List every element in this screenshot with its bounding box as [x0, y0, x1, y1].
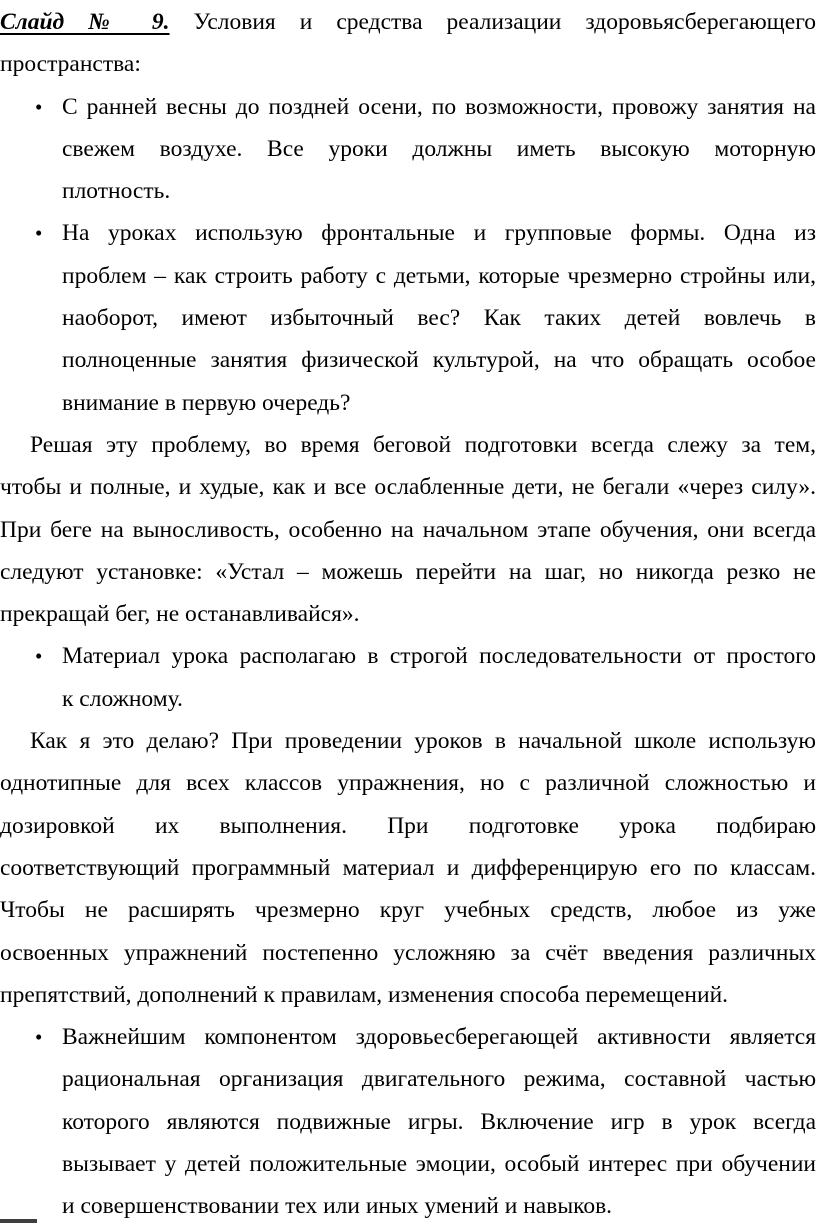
text-line: Чтобы не расширять чрезмерно круг учебных средств, любое из уже: [0, 897, 816, 924]
text-line: соответствующий программный материал и дифференцирую его по классам.: [0, 854, 816, 881]
text-line: С ранней весны до поздней осени, по возможности, провожу занятия на: [62, 93, 816, 120]
text-line: и совершенствовании тех или иных умений и навыков.: [62, 1193, 613, 1220]
text-line: Важнейшим компонентом здоровьесберегающей активности является: [62, 1024, 816, 1051]
text-line: препятствий, дополнений к правилам, изменения способа перемещений.: [0, 981, 729, 1008]
bullet-item: [0, 86, 816, 213]
text-line: наоборот, имеют избыточный вес? Как таких детей вовлечь в: [62, 305, 816, 332]
bullet-item: [0, 635, 816, 720]
text-line: [0, 1, 816, 43]
bullet-item: [0, 1016, 816, 1224]
text-line: дозировкой их выполнения. При подготовке урока подбираю: [0, 812, 816, 839]
bullet-icon: •: [35, 1025, 43, 1050]
text-line: На уроках использую фронтальные и групповые формы. Одна из: [62, 220, 816, 247]
text-line: прекращай бег, не останавливайся».: [0, 601, 360, 628]
text-line: рациональная организация двигательного режима, составной частью: [62, 1066, 816, 1093]
text-line: чтобы и полные, и худые, как и все ослабленные дети, не бегали «через силу».: [0, 474, 816, 501]
text-line: которого являются подвижные игры. Включение игр в урок всегда: [62, 1108, 816, 1135]
text-line: вызывает у детей положительные эмоции, особый интерес при обучении: [62, 1151, 816, 1178]
text-line: При беге на выносливость, особенно на начальном этапе обучения, они всегда: [0, 516, 816, 543]
body-paragraph: [0, 424, 816, 635]
text-line: полноценные занятия физической культурой, на что обращать особое: [62, 347, 816, 374]
bullet-icon: •: [35, 644, 43, 669]
text-line: Как я это делаю? При проведении уроков в начальной школе использую: [30, 728, 816, 755]
text-line: Решая эту проблему, во время беговой подготовки всегда слежу за тем,: [30, 431, 816, 458]
text-line: свежем воздухе. Все уроки должны иметь высокую моторную: [62, 135, 816, 162]
text-line: Материал урока располагаю в строгой последовательности от простого: [62, 643, 816, 670]
text-line: внимание в первую очередь?: [62, 389, 351, 416]
cut-off-text-artifact: [0, 1219, 37, 1223]
text-line: проблем – как строить работу с детьми, которые чрезмерно стройны или,: [62, 262, 816, 289]
bullet-item: [0, 212, 816, 423]
text-line: освоенных упражнений постепенно усложняю за счёт введения различных: [0, 939, 816, 966]
bullet-icon: •: [35, 221, 43, 246]
text-line: следуют установке: «Устал – можешь перейти на шаг, но никогда резко не: [0, 558, 816, 585]
document-content: [0, 1, 816, 1224]
text-line: пространства:: [0, 51, 141, 78]
heading-paragraph: [0, 1, 816, 86]
slide-number-label: Слайд № 9.: [0, 9, 170, 35]
heading-text: Условия и средства реализации здоровьясберегающего: [193, 9, 816, 35]
bullet-icon: •: [35, 94, 43, 119]
body-paragraph: [0, 720, 816, 1016]
text-line: к сложному.: [62, 685, 183, 712]
text-line: плотность.: [62, 178, 171, 205]
text-line: однотипные для всех классов упражнения, но с различной сложностью и: [0, 770, 816, 797]
